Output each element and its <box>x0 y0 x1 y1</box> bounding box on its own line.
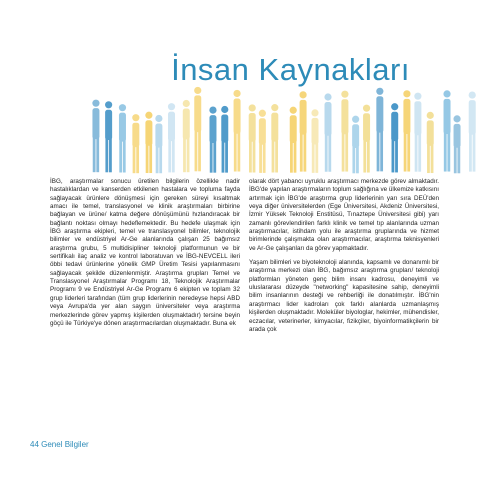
person-figure <box>453 115 460 173</box>
person-figure <box>221 106 228 173</box>
person-figure <box>132 114 139 173</box>
person-figure <box>271 104 278 172</box>
person-figure <box>155 115 162 173</box>
person-figure <box>427 112 434 173</box>
person-figure <box>299 91 306 171</box>
paragraph: Yaşam bilimleri ve biyoteknoloji alanında, kapsamlı ve donanımlı bir araştırma merkezi olan İBG, bağımsız araştırma grupları/ teknoloji platformları yöneten genç bilim insanı kadrosu, deneyimli ve uluslararası düzeyde "networking" kapasitesine sahip, deneyimli bilim insanlarının desteği ve rehberliği ile donatılmıştır. İBG'nin araştırmacı lider kadroları çok farklı alanlarda uzmanlaşmış kişilerden oluşmaktadır. Moleküler biyologlar, hekimler, mühendisler, eczacılar, veterinerler, kimyacılar, fizikçiler, biyoinformatikçilerin bir arada çok <box>249 259 439 333</box>
person-figure <box>249 104 256 172</box>
person-figure <box>119 104 126 172</box>
person-figure <box>324 93 331 171</box>
page-footer: 44 Genel Bilgiler <box>30 440 89 449</box>
person-figure <box>145 112 152 173</box>
left-text-column <box>50 178 240 334</box>
person-figure <box>105 101 112 172</box>
right-text-column <box>249 178 439 340</box>
person-figure <box>259 110 266 173</box>
person-figure <box>376 88 383 172</box>
person-figure <box>414 93 421 172</box>
person-figure <box>92 100 99 173</box>
person-figure <box>403 90 410 171</box>
page-title: İnsan Kaynakları <box>171 52 410 87</box>
paragraph: İBG, araştırmalar sonucu üretilen bilgilerin özellikle nadir hastalıklardan ve kanserden etkilenen hastalara ve topluma fayda sağlayacak ürünlere dönüşmesi için gereken süreyi kısaltmak amacı ile temel, translasyonel ve klinik araştırmaları birbirine bağlayan ve ürüne/ katma değere dönüşümünü hızlandıracak bir bağlantı noktası olmayı hedeflemektedir. Bu hedefe ulaşmak için İBG araştırma ekipleri, temel ve translasyonel bilimler, teknolojik bilimler ve endüstriyel Ar-Ge alanlarında çalışan 25 bağımsız araştırma grubu, 5 multidisipliner teknoloji platformunun ve bir sertifikalı ilaç analiz ve kontrol laboratuvarı ve İBG-NEVCELL ileri öbbi tedavi ürünlerine yönelik GMP Üretim Tesisi yapılanmasını sağlayacak şekilde düzenlenmiştir. Araştırma grupları Temel ve Translasyonel Araştırmalar Programı 18, Teknolojik Araştırmalar Programı 9 ve Endüstriyel Ar-Ge Programı 6 ekipten ve toplam 32 grup liderleri tarafından (tüm grup liderlerinin neredeyse hepsi ABD veya Avrupa'da yer alan saygın üniversiteler veya araştırma merkezlerinde görev yapmış kişilerden oluşmaktadır) tersine beyin göçü ile Türkiye'ye dönen araştırmacılardan oluşmaktadır. Buna ek <box>50 178 240 327</box>
person-figure <box>290 107 297 173</box>
person-figure <box>183 100 190 172</box>
person-figure <box>469 91 476 171</box>
person-figure <box>443 90 450 171</box>
person-figure <box>363 105 370 173</box>
person-figure <box>168 103 175 172</box>
paragraph: olarak dört yabancı uyruklu araştırmacı merkezde görev almaktadır. İBG'de yapılan araştırmaların toplum sağlığına ve ülkemize katkısını artırmak için İBG'de araştırma grup liderlerinin yarı sıra DEÜ'den veya diğer üniversitelerden (Ege Üniversitesi, Akdeniz Üniversitesi, İzmir Yüksek Teknoloji Enstitüsü, Tınaztepe Üniversitesi gibi) yarı zamanlı görevlendirilen farklı klinik ve temel tıp alanlarında uzman araştırmacılar, istihdam yolu ile araştırma gruplarında ve hizmet birimlerinde çalışmakta olan araştırmacılar, araştırma teknisyenleri ve Ar-Ge çalışanları da görev yapmaktadır. <box>249 178 439 252</box>
person-figure <box>352 116 359 174</box>
person-figure <box>391 103 398 172</box>
person-figure <box>341 91 348 172</box>
person-figure <box>233 90 240 172</box>
person-figure <box>311 109 318 173</box>
person-figure <box>209 106 216 172</box>
people-crowd-illustration <box>88 84 480 174</box>
person-figure <box>194 87 201 171</box>
